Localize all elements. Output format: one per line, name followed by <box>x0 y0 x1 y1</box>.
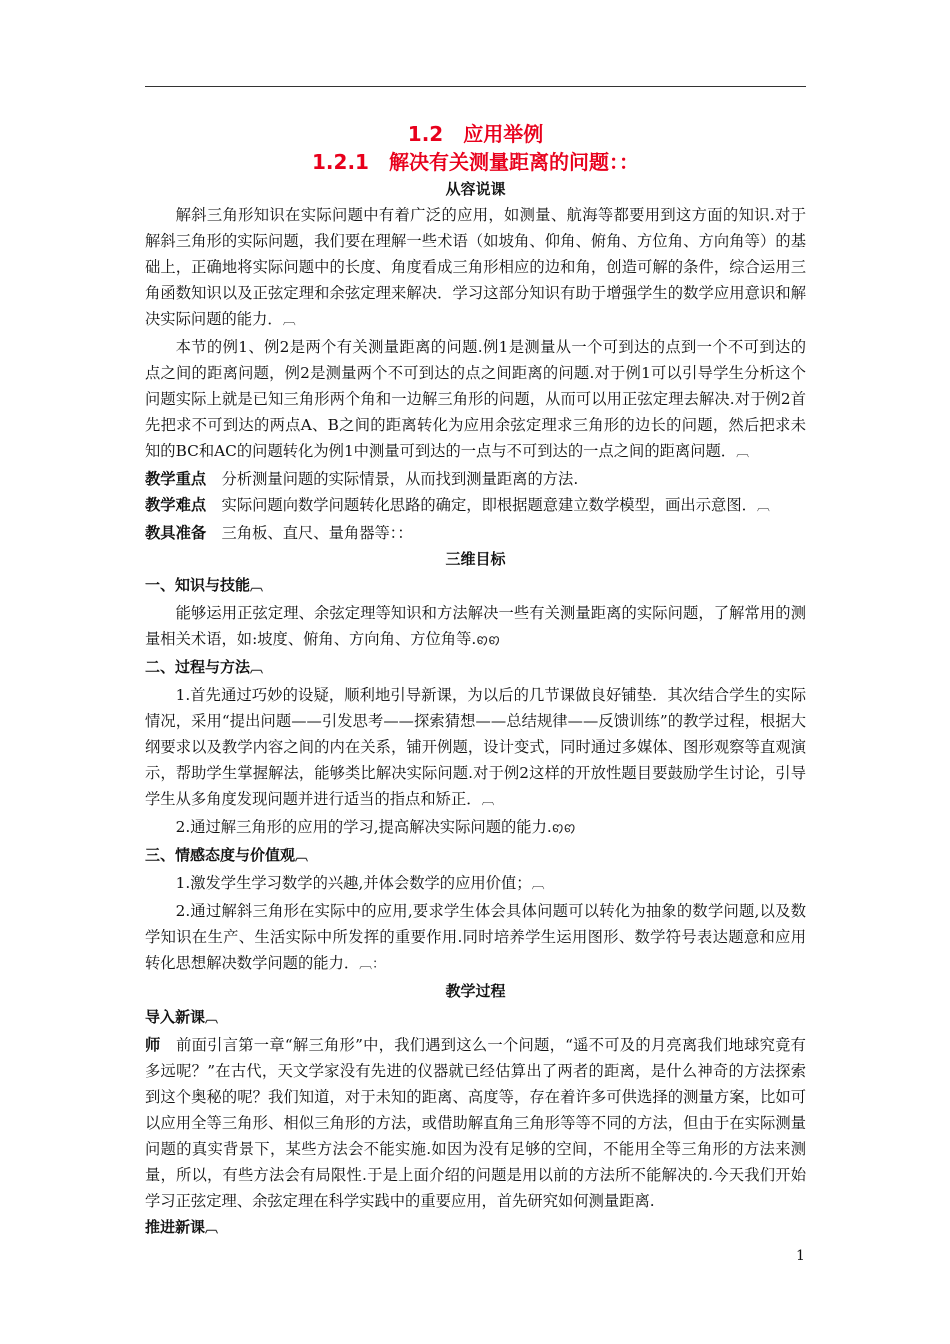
goal-heading-attitude <box>145 842 806 870</box>
goal-heading-process <box>145 654 806 682</box>
margin-mark: ︹ <box>205 1011 219 1026</box>
section-title: 1.2 应用举例 <box>407 122 544 146</box>
teaching-focus <box>145 466 806 492</box>
heading-teaching-process: 教学过程 <box>445 982 506 1000</box>
margin-mark: ꩅꩅ <box>551 821 576 836</box>
margin-mark: ꩅꩅ <box>476 633 501 648</box>
margin-mark: ︹ <box>481 793 495 808</box>
teacher-paragraph <box>145 1032 806 1214</box>
intro-paragraph-1-text: 解斜三角形知识在实际问题中有着广泛的应用，如测量、航海等都要用到这方面的知识.对于解斜三角形的实际问题，我们要在理解一些术语（如坡角、仰角、俯角、方位角、方向角等）的基础上，正确地将实际问题中的长度、角度看成三角形相应的边和角，创造可解的条件，综合运用三角函数知识以及正弦定理和余弦定理来解决．学习这部分知识有助于增强学生的数学应用意识和解决实际问题的能力． <box>145 206 806 328</box>
goal-knowledge-text: 能够运用正弦定理、余弦定理等知识和方法解决一些有关测量距离的实际问题，了解常用的测量相关术语，如:坡度、俯角、方向角、方位角等. <box>145 604 806 648</box>
intro-paragraph-2-text: 本节的例1、例2是两个有关测量距离的问题.例1是测量从一个可到达的点到一个不可到达的点之间的距离问题，例2是测量两个不可到达的点之间距离的问题.对于例1可以引导学生分析这个问题实际上就是已知三角形两个角和一边解三角形的问题，从而可以用正弦定理去解决.对于例2首先把求不可到达的两点A、B之间的距离转化为应用余弦定理求三角形的边长的问题，然后把求未知的BC和AC的问题转化为例1中测量可到达的一点与不可到达的一点之间的距离问题． <box>145 338 806 460</box>
goal-heading-knowledge-text: 一、知识与技能 <box>145 576 251 594</box>
page-content <box>145 120 806 1242</box>
teaching-difficulty-label: 教学难点 <box>145 496 207 514</box>
margin-mark: ︹ <box>250 579 264 594</box>
margin-mark: ︹： <box>359 957 386 972</box>
margin-mark: ︹ <box>756 499 770 514</box>
teaching-tools <box>145 520 806 546</box>
goal-attitude-paragraph-2 <box>145 898 806 978</box>
margin-mark: ︹ <box>205 1221 219 1236</box>
heading-introduce-lesson <box>145 1004 806 1032</box>
teaching-tools-text: 三角板、直尺、量角器等：： <box>221 524 413 542</box>
header-rule <box>145 86 806 87</box>
goal-heading-process-text: 二、过程与方法 <box>145 658 251 676</box>
heading-three-goals: 三维目标 <box>445 550 506 568</box>
teacher-label: 师 <box>145 1036 161 1054</box>
heading-lesson-intro: 从容说课 <box>445 180 506 198</box>
intro-paragraph-1 <box>145 202 806 334</box>
subsection-title: 1.2.1 解决有关测量距离的问题：： <box>312 150 639 174</box>
margin-mark: ︹ <box>531 877 545 892</box>
goal-process-paragraph-1 <box>145 682 806 814</box>
margin-mark: ︹ <box>295 849 309 864</box>
goal-attitude-text-2: 2.通过解斜三角形在实际中的应用,要求学生体会具体问题可以转化为抽象的数学问题,以及数学知识在生产、生活实际中所发挥的重要作用.同时培养学生运用图形、数学符号表达题意和应用转化思想解决数学问题的能力． <box>145 902 806 972</box>
heading-advance-lesson <box>145 1214 806 1242</box>
intro-paragraph-2 <box>145 334 806 466</box>
goal-attitude-paragraph-1 <box>145 870 806 898</box>
teaching-difficulty-text: 实际问题向数学问题转化思路的确定，即根据题意建立数学模型，画出示意图． <box>221 496 757 514</box>
goal-heading-attitude-text: 三、情感态度与价值观 <box>145 846 296 864</box>
goal-process-text-1: 1.首先通过巧妙的设疑，顺利地引导新课，为以后的几节课做良好铺垫．其次结合学生的实际情况，采用“提出问题——引发思考——探索猜想——总结规律——反馈训练”的教学过程，根据大纲要求以及教学内容之间的内在关系，铺开例题，设计变式，同时通过多媒体、图形观察等直观演示，帮助学生掌握解法，能够类比解决实际问题.对于例2这样的开放性题目要鼓励学生讨论，引导学生从多角度发现问题并进行适当的指点和矫正． <box>145 686 806 808</box>
teacher-paragraph-text: 前面引言第一章“解三角形”中，我们遇到这么一个问题，“遥不可及的月亮离我们地球究竟有多远呢？”在古代，天文学家没有先进的仪器就已经估算出了两者的距离，是什么神奇的方法探索到这个奥秘的呢？我们知道，对于未知的距离、高度等，存在着许多可供选择的测量方案，比如可以应用全等三角形、相似三角形的方法，或借助解直角三角形等等不同的方法，但由于在实际测量问题的真实背景下，某些方法会不能实施.如因为没有足够的空间，不能用全等三角形的方法来测量，所以，有些方法会有局限性.于是上面介绍的问题是用以前的方法所不能解决的.今天我们开始学习正弦定理、余弦定理在科学实践中的重要应用，首先研究如何测量距离. <box>145 1036 806 1210</box>
margin-mark: ︹ <box>736 445 750 460</box>
goal-process-paragraph-2 <box>145 814 806 842</box>
margin-mark: ︹ <box>282 313 296 328</box>
teaching-focus-label: 教学重点 <box>145 470 207 488</box>
heading-advance-lesson-text: 推进新课 <box>145 1218 206 1236</box>
goal-heading-knowledge <box>145 572 806 600</box>
teaching-difficulty <box>145 492 806 520</box>
teaching-tools-label: 教具准备 <box>145 524 207 542</box>
goal-process-text-2: 2.通过解三角形的应用的学习,提高解决实际问题的能力. <box>175 818 552 836</box>
goal-attitude-text-1: 1.激发学生学习数学的兴趣,并体会数学的应用价值； <box>175 874 532 892</box>
heading-introduce-lesson-text: 导入新课 <box>145 1008 206 1026</box>
goal-knowledge-paragraph <box>145 600 806 654</box>
page-number: 1 <box>796 1248 805 1264</box>
margin-mark: ︹ <box>250 661 264 676</box>
teaching-focus-text: 分析测量问题的实际情景，从而找到测量距离的方法. <box>221 470 579 488</box>
